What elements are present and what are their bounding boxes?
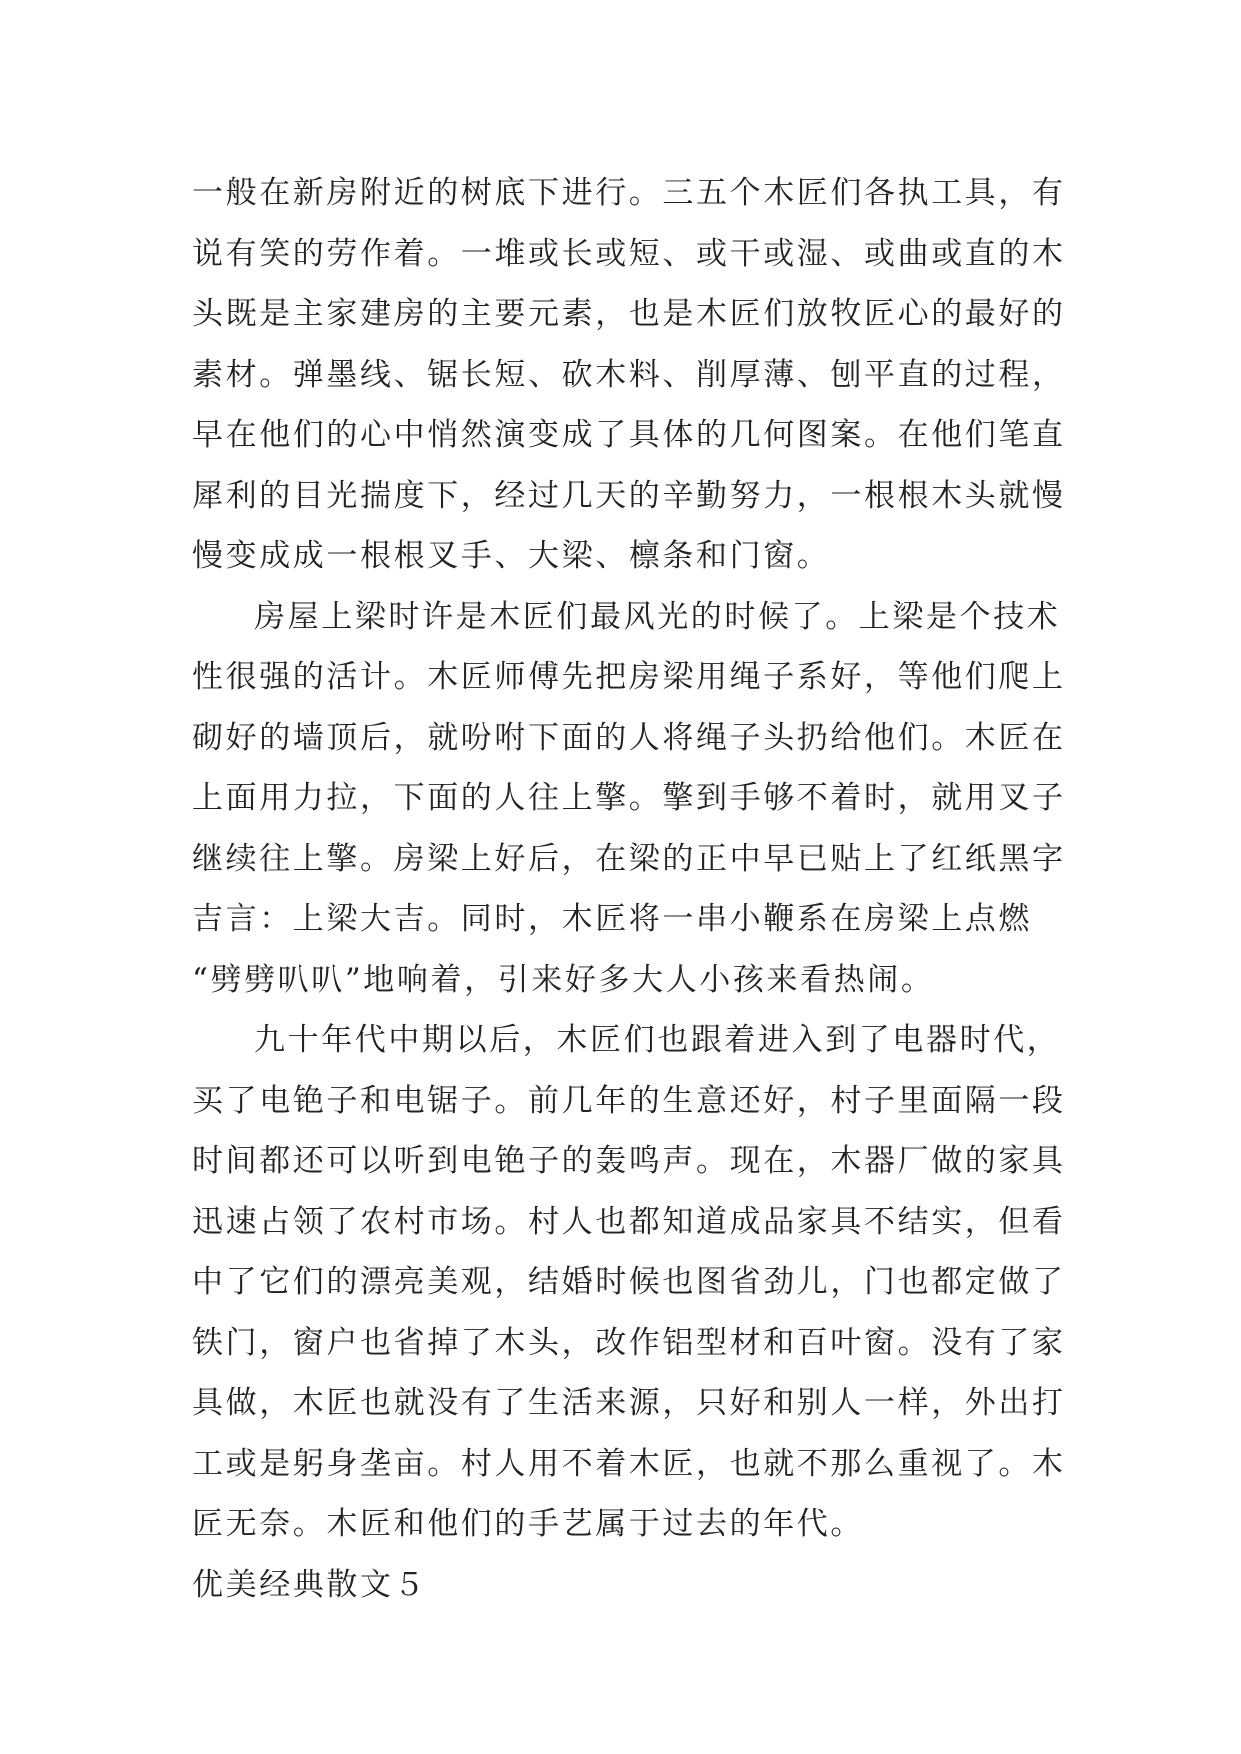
text-line: 素材。弹墨线、锯长短、砍木料、削厚薄、刨平直的过程，	[192, 356, 1066, 393]
text-line: 说有笑的劳作着。一堆或长或短、或干或湿、或曲或直的木	[192, 235, 1066, 272]
text-line: 犀利的目光揣度下，经过几天的辛勤努力，一根根木头就慢	[192, 477, 1066, 514]
text-line: 房屋上梁时许是木匠们最风光的时候了。上梁是个技术	[254, 598, 1061, 635]
text-line: 匠无奈。木匠和他们的手艺属于过去的年代。	[192, 1506, 864, 1542]
text-line: 工或是躬身垄亩。村人用不着木匠，也就不那么重视了。木	[192, 1445, 1066, 1482]
text-line: 中了它们的漂亮美观，结婚时候也图省劲儿，门也都定做了	[192, 1264, 1066, 1300]
text-line: 时间都还可以听到电铯子的轰鸣声。现在，木器厂做的家具	[192, 1143, 1066, 1179]
text-line: 买了电铯子和电锯子。前几年的生意还好，村子里面隔一段	[192, 1082, 1066, 1119]
text-line: 性很强的活计。木匠师傅先把房梁用绳子系好，等他们爬上	[192, 659, 1066, 695]
paragraph-1	[192, 163, 1072, 587]
text-line: 慢变成成一根根叉手、大梁、檩条和门窗。	[192, 538, 831, 574]
text-line: 吉言：上梁大吉。同时，木匠将一串小鞭系在房梁上点燃	[192, 901, 1032, 937]
text-line: 一般在新房附近的树底下进行。三五个木匠们各执工具，有	[192, 175, 1066, 211]
text-line: “劈劈叭叭”地响着，引来好多大人小孩来看热闹。	[192, 961, 935, 998]
section-heading: 优美经典散文５	[192, 1566, 428, 1603]
text-line: 砌好的墙顶后，就吩咐下面的人将绳子头扔给他们。木匠在	[192, 719, 1066, 756]
text-line: 上面用力拉，下面的人往上擎。擎到手够不着时，就用叉子	[192, 780, 1066, 816]
text-line: 头既是主家建房的主要元素，也是木匠们放牧匠心的最好的	[192, 296, 1066, 332]
text-line: 铁门，窗户也省掉了木头，改作铝型材和百叶窗。没有了家	[192, 1324, 1066, 1361]
text-line: 迅速占领了农村市场。村人也都知道成品家具不结实，但看	[192, 1203, 1066, 1240]
text-line: 九十年代中期以后，木匠们也跟着进入到了电器时代，	[254, 1022, 1061, 1058]
text-line: 继续往上擎。房梁上好后，在梁的正中早已贴上了红纸黑字	[192, 840, 1066, 877]
paragraph-2	[192, 587, 1072, 1011]
document-body	[192, 163, 1072, 1615]
paragraph-3	[192, 1010, 1072, 1555]
text-line: 具做，木匠也就没有了生活来源，只好和别人一样，外出打	[192, 1385, 1066, 1421]
text-line: 早在他们的心中悄然演变成了具体的几何图案。在他们笔直	[192, 417, 1066, 453]
